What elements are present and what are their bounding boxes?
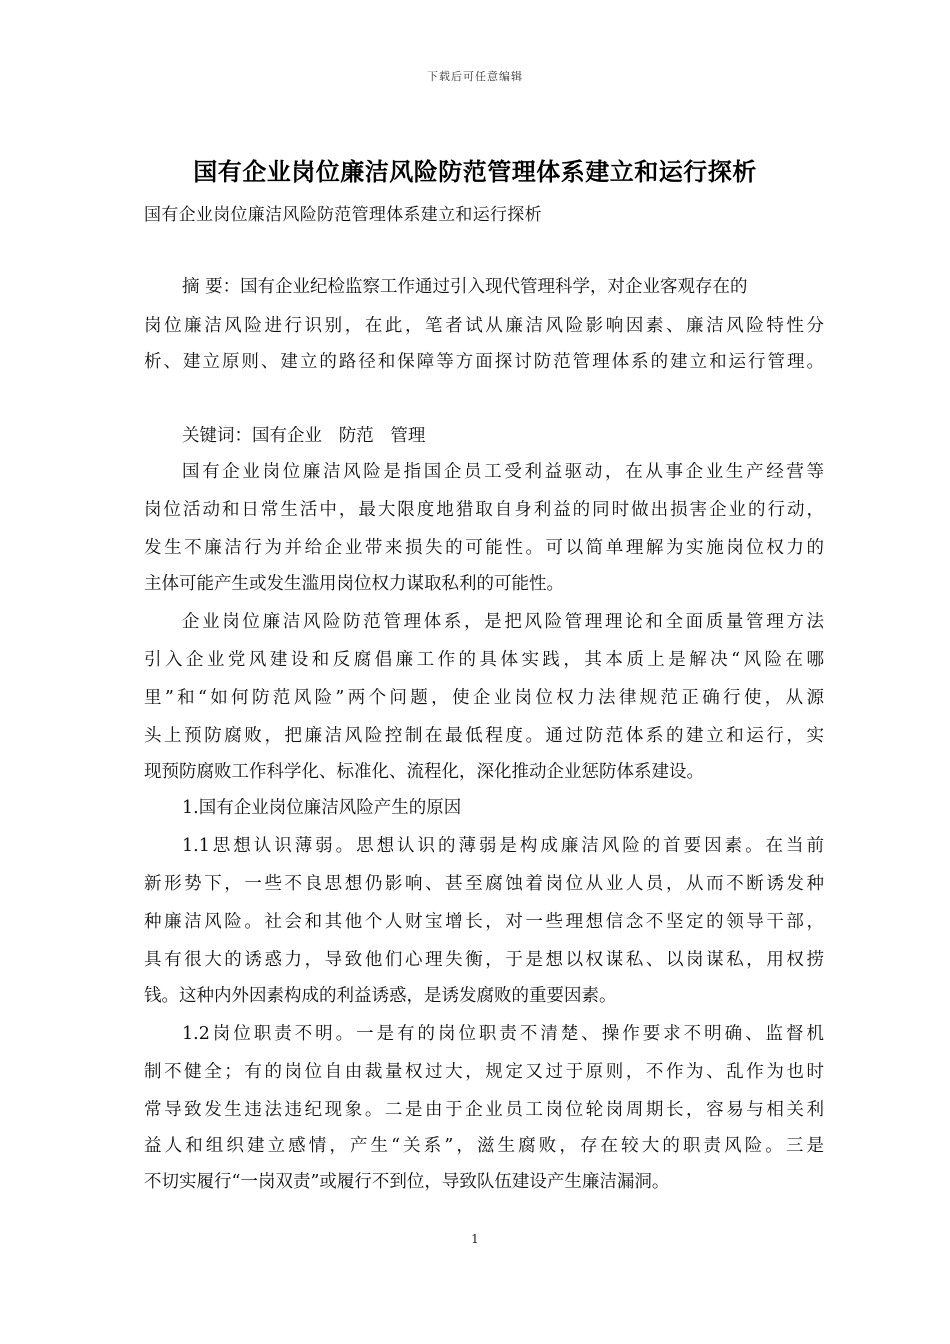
abstract-line: 摘 要：国有企业纪检监察工作通过引入现代管理科学，对企业客观存在的 <box>182 277 748 297</box>
paragraph-line: 国有企业岗位廉洁风险是指国企员工受利益驱动，在从事企业生产经营等 <box>182 462 824 482</box>
section-heading: 1.国有企业岗位廉洁风险产生的原因 <box>182 798 462 818</box>
keywords-line: 关键词：国有企业 防范 管理 <box>182 426 426 446</box>
paragraph-line: 制不健全；有的岗位自由裁量权过大，规定又过于原则，不作为、乱作为也时 <box>144 1062 824 1082</box>
paragraph-line: 1.2岗位职责不明。一是有的岗位职责不清楚、操作要求不明确、监督机 <box>182 1024 824 1044</box>
paragraph-line: 新形势下，一些不良思想仍影响、甚至腐蚀着岗位从业人员，从而不断诱发种 <box>144 874 824 894</box>
paragraph-line: 不切实履行“一岗双责”或履行不到位，导致队伍建设产生廉洁漏洞。 <box>144 1172 670 1192</box>
paragraph-line: 企业岗位廉洁风险防范管理体系，是把风险管理理论和全面质量管理方法 <box>182 612 824 632</box>
paragraph-line: 里”和“如何防范风险”两个问题，使企业岗位权力法律规范正确行使，从源 <box>144 688 824 708</box>
header-note: 下载后可任意编辑 <box>427 70 523 83</box>
paragraph-line: 具有很大的诱惑力，导致他们心理失衡，于是想以权谋私、以岗谋私，用权捞 <box>144 950 824 970</box>
paragraph-line: 现预防腐败工作科学化、标准化、流程化，深化推动企业惩防体系建设。 <box>144 762 704 782</box>
paragraph-line: 岗位活动和日常生活中，最大限度地猎取自身利益的同时做出损害企业的行动， <box>144 500 824 520</box>
abstract-line: 析、建立原则、建立的路径和保障等方面探讨防范管理体系的建立和运行管理。 <box>144 352 824 372</box>
paragraph-line: 主体可能产生或发生滥用岗位权力谋取私利的可能性。 <box>144 574 564 594</box>
paragraph-line: 常导致发生违法违纪现象。二是由于企业员工岗位轮岗周期长，容易与相关利 <box>144 1100 824 1120</box>
page-subtitle: 国有企业岗位廉洁风险防范管理体系建立和运行探析 <box>144 205 542 225</box>
paragraph-line: 发生不廉洁行为并给企业带来损失的可能性。可以简单理解为实施岗位权力的 <box>144 538 824 558</box>
page-number: 1 <box>471 1232 479 1246</box>
paragraph-line: 1.1思想认识薄弱。思想认识的薄弱是构成廉洁风险的首要因素。在当前 <box>182 836 824 856</box>
paragraph-line: 钱。这种内外因素构成的利益诱惑，是诱发腐败的重要因素。 <box>144 986 617 1006</box>
page-title: 国有企业岗位廉洁风险防范管理体系建立和运行探析 <box>193 157 757 186</box>
paragraph-line: 种廉洁风险。社会和其他个人财宝增长，对一些理想信念不坚定的领导干部， <box>144 912 824 932</box>
paragraph-line: 益人和组织建立感情，产生“关系”，滋生腐败，存在较大的职责风险。三是 <box>144 1136 824 1156</box>
paragraph-line: 头上预防腐败，把廉洁风险控制在最低程度。通过防范体系的建立和运行，实 <box>144 726 824 746</box>
paragraph-line: 引入企业党风建设和反腐倡廉工作的具体实践，其本质上是解决“风险在哪 <box>144 650 824 670</box>
abstract-line: 岗位廉洁风险进行识别，在此，笔者试从廉洁风险影响因素、廉洁风险特性分 <box>144 316 824 336</box>
